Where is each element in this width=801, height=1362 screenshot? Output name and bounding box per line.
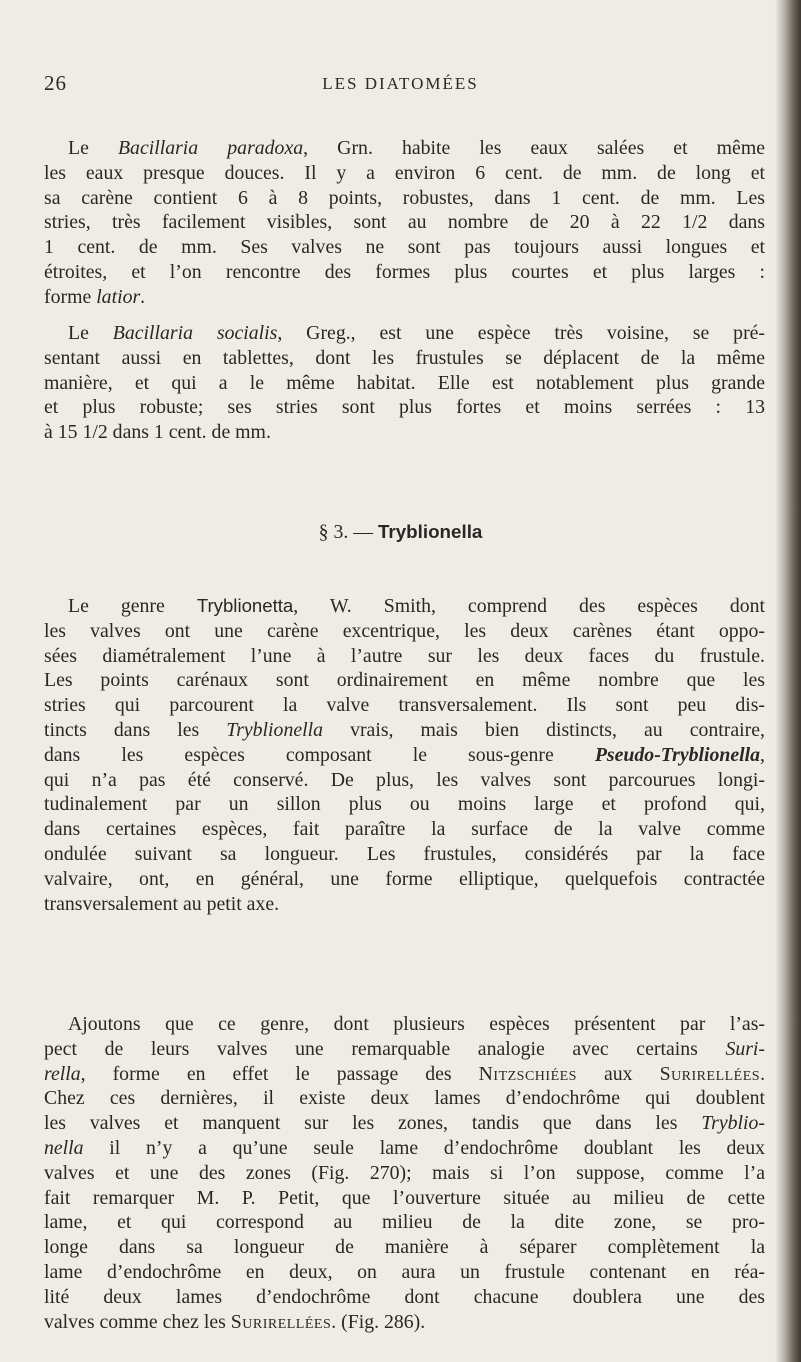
text-line: qui n’a pas été conservé. De plus, les valves sont parcourues longi- bbox=[44, 768, 765, 791]
text-line: sées diamétralement l’une à l’autre sur les deux faces du frustule. bbox=[44, 644, 765, 667]
family-name: Nitzschiées bbox=[478, 1062, 577, 1085]
text-line: Le Bacillaria paradoxa, Grn. habite les eaux salées et même bbox=[68, 137, 766, 159]
text-line: Ajoutons que ce genre, dont plusieurs espèces présentent par l’as- bbox=[68, 1013, 765, 1035]
section-number: § 3. — bbox=[318, 521, 374, 543]
family-name: Surirellées bbox=[659, 1062, 761, 1085]
text-line: à 15 1/2 dans 1 cent. de mm. bbox=[44, 421, 271, 444]
text-line: stries, très facilement visibles, sont au nombre de 20 à 22 1/2 dans bbox=[44, 211, 765, 234]
text-line: ondulée suivant sa longueur. Les frustules, considérés par la face bbox=[44, 842, 765, 865]
text-line: fait remarquer M. P. Petit, que l’ouverture située au milieu de cette bbox=[44, 1186, 765, 1209]
section-title: Tryblionella bbox=[377, 521, 483, 542]
text-line: valvaire, ont, en général, une forme elliptique, quelquefois contractée bbox=[44, 867, 765, 890]
text-line: valves comme chez les Surirellées. (Fig. 286). bbox=[44, 1310, 426, 1333]
text-line: les valves ont une carène excentrique, les deux carènes étant oppo- bbox=[44, 619, 765, 642]
genus-name: Suri- bbox=[725, 1037, 765, 1060]
text-line: manière, et qui a le même habitat. Elle est notablement plus grande bbox=[44, 371, 765, 394]
text-line: tudinalement par un sillon plus ou moins large et profond qui, bbox=[44, 793, 765, 816]
genus-name: nella bbox=[44, 1136, 84, 1159]
text-line: forme latior. bbox=[44, 285, 146, 308]
text-line: Le genre Tryblionetta, W. Smith, comprend des espèces dont bbox=[68, 595, 765, 617]
text-line: sa carène contient 6 à 8 points, robustes, dans 1 cent. de mm. Les bbox=[44, 186, 765, 209]
text-line: Les points carénaux sont ordinairement en même nombre que les bbox=[44, 669, 765, 692]
text-line: sentant aussi en tablettes, dont les frustules se déplacent de la même bbox=[44, 346, 765, 369]
text-line: valves et une des zones (Fig. 270); mais si l’on suppose, comme l’a bbox=[44, 1161, 765, 1184]
text-line: 1 cent. de mm. Ses valves ne sont pas toujours aussi longues et bbox=[44, 236, 765, 259]
text-line: Chez ces dernières, il existe deux lames d’endochrôme qui doublent bbox=[44, 1087, 765, 1110]
running-title: LES DIATOMÉES bbox=[322, 74, 479, 93]
text-line: transversalement au petit axe. bbox=[44, 892, 280, 915]
section-heading bbox=[0, 521, 801, 544]
species-name: Bacillaria socialis bbox=[112, 322, 278, 344]
text-line: tincts dans les Tryblionella vrais, mais bien distincts, au contraire, bbox=[44, 718, 765, 741]
text-line: lame, et qui correspond au milieu de la dite zone, se pro- bbox=[44, 1211, 765, 1234]
text-line: étroites, et l’on rencontre des formes plus courtes et plus larges : bbox=[44, 260, 765, 283]
text-line: rella, forme en effet le passage des Nitzschiées aux Surirellées. bbox=[44, 1062, 766, 1085]
text-line: lame d’endochrôme en deux, on aura un frustule contenant en réa- bbox=[44, 1260, 765, 1283]
text-line: dans les espèces composant le sous-genre Pseudo-Tryblionella, bbox=[44, 743, 765, 766]
text-line: dans certaines espèces, fait paraître la surface de la valve comme bbox=[44, 818, 765, 841]
paragraph-surirella-analogy bbox=[44, 1012, 765, 1334]
species-name: Bacillaria paradoxa bbox=[117, 137, 304, 159]
text-line: longe dans sa longueur de manière à séparer complètement la bbox=[44, 1236, 765, 1259]
text-line: stries qui parcourent la valve transversalement. Ils sont peu dis- bbox=[44, 694, 765, 717]
text-line: Le Bacillaria socialis, Greg., est une espèce très voisine, se pré- bbox=[68, 322, 766, 344]
page-header bbox=[0, 71, 801, 95]
text-line: lité deux lames d’endochrôme dont chacune doublera une des bbox=[44, 1285, 765, 1308]
genus-name: Tryblionella bbox=[226, 718, 323, 741]
text-line: nella il n’y a qu’une seule lame d’endochrôme doublant les deux bbox=[44, 1136, 765, 1159]
text-line: et plus robuste; ses stries sont plus fortes et moins serrées : 13 bbox=[44, 396, 765, 419]
text-line: les eaux presque douces. Il y a environ 6 cent. de mm. de long et bbox=[44, 161, 765, 184]
page-number: 26 bbox=[44, 71, 67, 95]
text-line: pect de leurs valves une remarquable analogie avec certains Suri- bbox=[44, 1037, 765, 1060]
paragraph-bacillaria-paradoxa bbox=[44, 136, 765, 310]
form-name: latior bbox=[96, 285, 141, 308]
genus-name: rella bbox=[44, 1062, 81, 1085]
text-line: les valves et manquent sur les zones, tandis que dans les Tryblio- bbox=[44, 1112, 765, 1135]
genus-name: Tryblio- bbox=[701, 1112, 765, 1135]
subgenus-name: Pseudo-Tryblionella bbox=[594, 743, 761, 766]
paragraph-tryblionella-genus bbox=[44, 594, 765, 916]
genus-name: Tryblionetta bbox=[196, 595, 294, 616]
family-name: Surirellées bbox=[230, 1310, 332, 1333]
page-edge-shadow bbox=[775, 0, 801, 1362]
paragraph-bacillaria-socialis bbox=[44, 321, 765, 445]
